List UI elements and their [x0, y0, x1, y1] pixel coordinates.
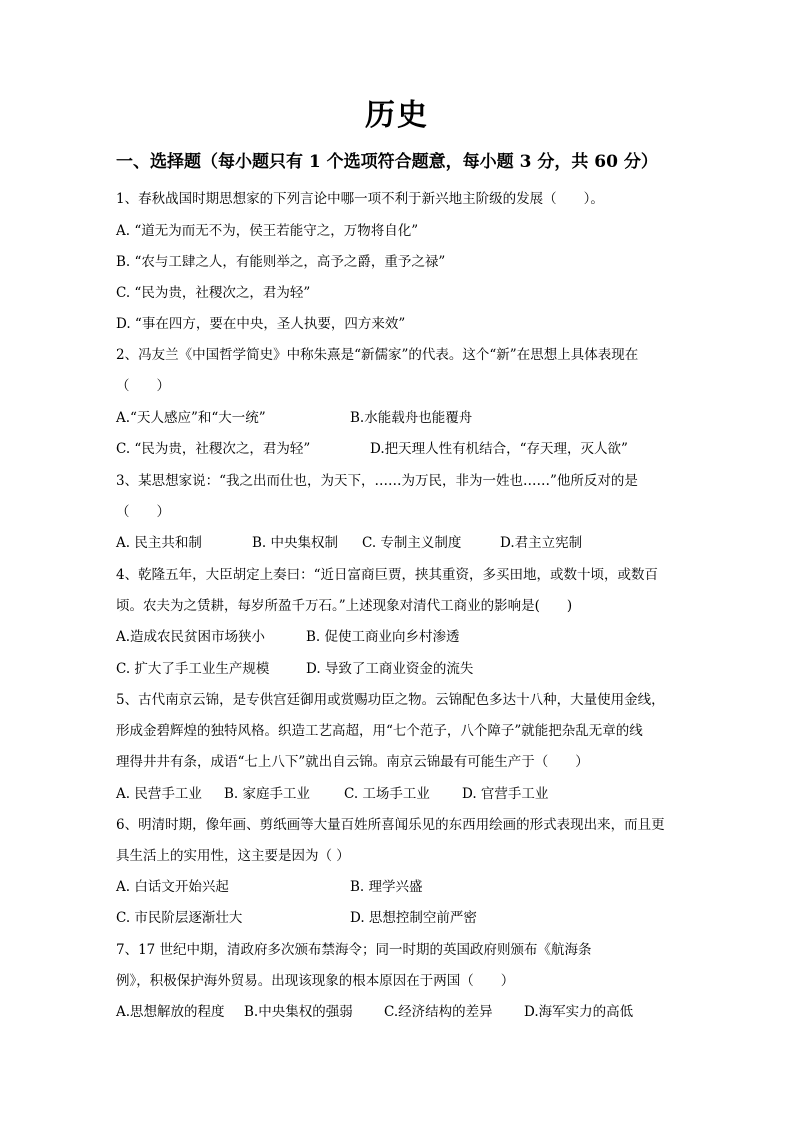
question-2-stem-line-1: 2、冯友兰《中国哲学简史》中称朱熹是“新儒家”的代表。这个“新”在思想上具体表现在 [116, 347, 639, 363]
question-4-option-a: A.造成农民贫困市场狭小 [116, 629, 266, 645]
question-7-option-a: A.思想解放的程度 [116, 1004, 225, 1020]
question-6-option-d: D. 思想控制空前严密 [350, 910, 477, 926]
question-1-option-c: C. “民为贵，社稷次之，君为轻” [116, 285, 311, 301]
question-7-option-c: C.经济结构的差异 [384, 1004, 493, 1020]
question-5-option-b: B. 家庭手工业 [224, 786, 311, 802]
question-4-option-b: B. 促使工商业向乡村渗透 [306, 629, 460, 645]
question-3-option-a: A. 民主共和制 [116, 535, 202, 551]
question-4-option-c: C. 扩大了手工业生产规模 [116, 661, 270, 677]
question-6-options-row-2 [116, 908, 696, 928]
question-2-stem-line-2: （ ） [116, 378, 170, 394]
question-3-option-c: C. 专制主义制度 [362, 535, 462, 551]
question-7-option-b: B.中央集权的强弱 [244, 1004, 353, 1020]
question-5-stem-line-1: 5、古代南京云锦，是专供宫廷御用或赏赐功臣之物。云锦配色多达十八种，大量使用金线， [116, 692, 665, 708]
question-5-option-a: A. 民营手工业 [116, 786, 202, 802]
question-3-stem-line-2: （ ） [116, 504, 170, 520]
question-3-option-b: B. 中央集权制 [252, 535, 339, 551]
question-7-option-d: D.海军实力的高低 [524, 1004, 634, 1020]
question-4-stem-line-2: 顷。农夫为之赁耕，每岁所盈千万石。”上述现象对清代工商业的影响是( ) [116, 598, 573, 614]
question-7-stem-line-1: 7、17 世纪中期，清政府多次颁布禁海令；同一时期的英国政府则颁布《航海条 [116, 942, 592, 958]
question-4-stem-line-1: 4、乾隆五年，大臣胡定上奏曰：“近日富商巨贾，挟其重资，多买田地，或数十顷，或数百 [116, 567, 658, 583]
question-6-option-c: C. 市民阶层逐渐壮大 [116, 910, 243, 926]
question-4-options-row-1 [116, 627, 696, 647]
question-3-stem-line-1: 3、某思想家说：“我之出而仕也，为天下，……为万民，非为一姓也……”他所反对的是 [116, 473, 638, 489]
question-4-options-row-2 [116, 659, 696, 679]
question-3-option-d: D.君主立宪制 [500, 535, 583, 551]
question-6-option-a: A. 白话文开始兴起 [116, 879, 229, 895]
question-1-option-b: B. “农与工肆之人，有能则举之，高予之爵，重予之禄” [116, 254, 446, 270]
question-4-option-d: D. 导致了工商业资金的流失 [306, 661, 474, 677]
question-6-stem-line-2: 具生活上的实用性，这主要是因为（ ） [116, 848, 350, 864]
question-3-options-row [116, 533, 696, 553]
question-6-stem-line-1: 6、明清时期，像年画、剪纸画等大量百姓所喜闻乐见的东西用绘画的形式表现出来，而且更 [116, 817, 665, 833]
question-2-options-row-1 [116, 408, 696, 428]
question-2-option-c: C. “民为贵，社稷次之，君为轻” [116, 441, 311, 457]
question-6-option-b: B. 理学兴盛 [350, 879, 423, 895]
question-5-option-c: C. 工场手工业 [344, 786, 430, 802]
question-1-stem: 1、春秋战国时期思想家的下列言论中哪一项不利于新兴地主阶级的发展（ ）。 [116, 191, 604, 207]
question-2-option-b: B.水能载舟也能覆舟 [350, 410, 473, 426]
question-5-stem-line-2: 形成金碧辉煌的独特风格。织造工艺高超，用“七个范子，八个障子”就能把杂乱无章的线 [116, 723, 643, 739]
question-2-option-d: D.把天理人性有机结合，“存天理，灭人欲” [370, 441, 628, 457]
page-title: 历史 [365, 98, 429, 133]
question-5-stem-line-3: 理得井井有条，成语“七上八下”就出自云锦。南京云锦最有可能生产于（ ） [116, 754, 589, 770]
question-1-option-d: D. “事在四方，要在中央，圣人执要，四方来效” [116, 316, 406, 332]
question-5-options-row [116, 784, 696, 804]
question-2-options-row-2 [116, 439, 696, 459]
question-2-option-a: A.“天人感应”和“大一统” [116, 410, 266, 426]
question-5-option-d: D. 官营手工业 [462, 786, 549, 802]
question-1-option-a: A. “道无为而无不为，侯王若能守之，万物将自化” [116, 223, 419, 239]
question-7-stem-line-2: 例》，积极保护海外贸易。出现该现象的根本原因在于两国（ ） [116, 973, 515, 989]
question-7-options-row [116, 1002, 696, 1022]
question-6-options-row-1 [116, 877, 696, 897]
section-heading: 一、选择题（每小题只有 1 个选项符合题意，每小题 3 分，共 60 分） [116, 152, 658, 172]
